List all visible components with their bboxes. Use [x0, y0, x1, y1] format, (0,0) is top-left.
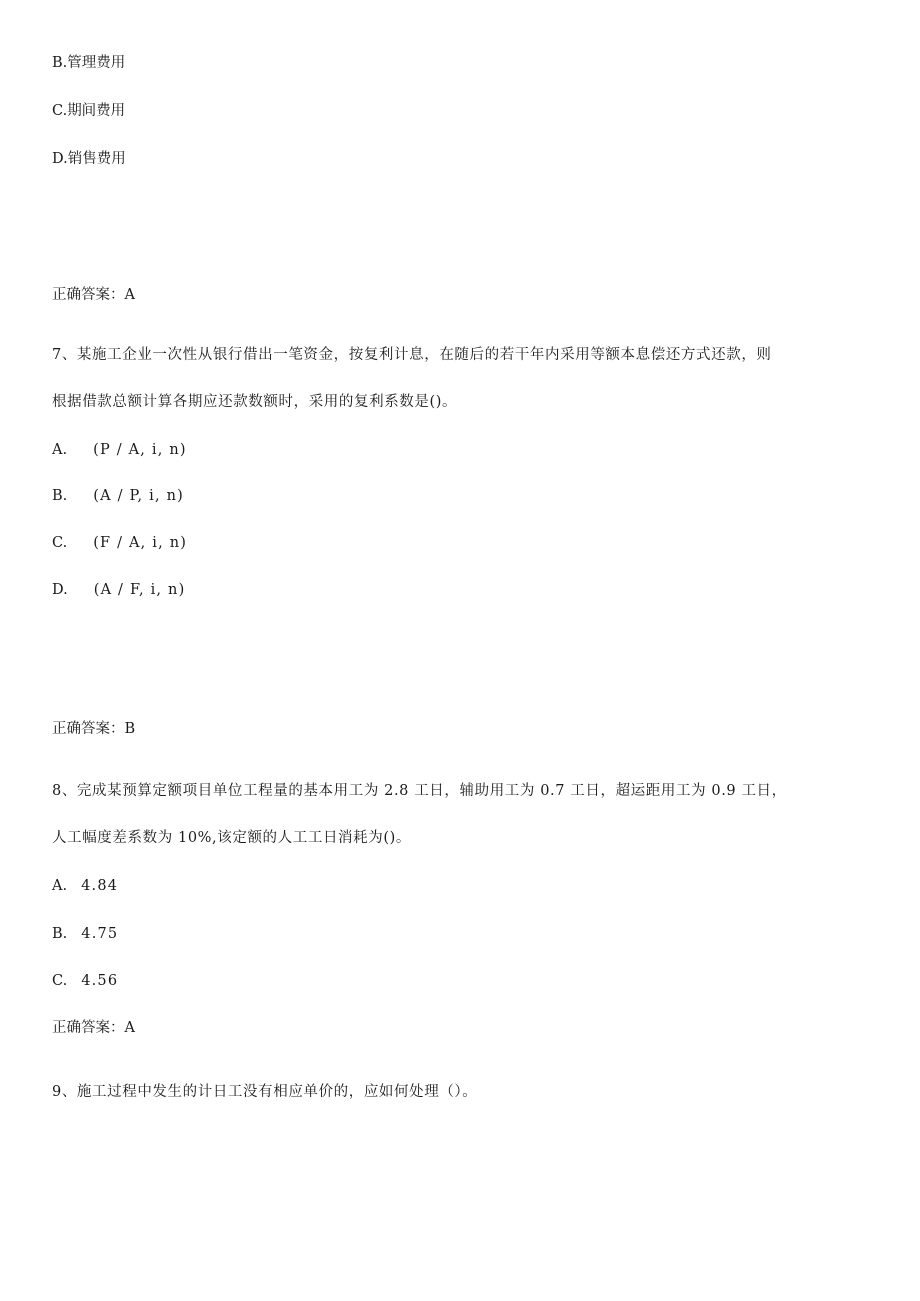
question-7-line-2: 根据借款总额计算各期应还款数额时，采用的复利系数是()。 — [52, 394, 458, 410]
correct-answer — [52, 285, 135, 305]
option-letter: D. — [52, 582, 68, 598]
answer-value: B — [124, 721, 136, 737]
option-c — [52, 101, 125, 121]
option-text: (F / A, i, n) — [93, 535, 188, 551]
option-letter: A. — [52, 442, 68, 458]
option-letter: A. — [52, 878, 68, 894]
option-text: 4.56 — [81, 973, 119, 989]
question-9-line-1: 9、施工过程中发生的计日工没有相应单价的，应如何处理（）。 — [52, 1084, 478, 1100]
option-d — [52, 149, 126, 169]
answer-value: A — [124, 287, 135, 303]
answer-label: 正确答案： — [52, 287, 125, 303]
option-letter: B. — [52, 926, 68, 942]
q8-option-c — [52, 971, 118, 991]
option-b — [52, 53, 125, 73]
question-8-line-2: 人工幅度差系数为 10%,该定额的人工工日消耗为()。 — [52, 830, 411, 846]
option-letter: C. — [52, 103, 68, 119]
option-letter: C. — [52, 535, 68, 551]
q7-option-c — [52, 533, 187, 553]
q7-option-a — [52, 440, 187, 460]
option-letter: B. — [52, 488, 68, 504]
option-text: (A / P, i, n) — [93, 488, 184, 504]
q8-option-a — [52, 876, 118, 896]
option-text: (A / F, i, n) — [93, 582, 186, 598]
option-text: 期间费用 — [67, 103, 126, 119]
option-text: 管理费用 — [67, 55, 126, 71]
option-letter: B. — [52, 55, 68, 71]
option-letter: D. — [52, 151, 68, 167]
option-text: 销售费用 — [67, 151, 126, 167]
q7-option-d — [52, 580, 185, 600]
option-text: 4.75 — [81, 926, 119, 942]
question-7-line-1: 7、某施工企业一次性从银行借出一笔资金，按复利计息，在随后的若干年内采用等额本息偿还方式还款，则 — [52, 347, 772, 363]
answer-label: 正确答案： — [52, 1020, 125, 1036]
q8-correct-answer — [52, 1018, 135, 1038]
q7-option-b — [52, 486, 184, 506]
option-text: (P / A, i, n) — [93, 442, 187, 458]
answer-value: A — [124, 1020, 135, 1036]
question-8-line-1: 8、完成某预算定额项目单位工程量的基本用工为 2.8 工日，辅助用工为 0.7 工日，超运距用工为 0.9 工日， — [52, 783, 787, 799]
answer-label: 正确答案： — [52, 721, 125, 737]
q7-correct-answer — [52, 719, 135, 739]
option-letter: C. — [52, 973, 68, 989]
option-text: 4.84 — [81, 878, 119, 894]
q8-option-b — [52, 924, 118, 944]
